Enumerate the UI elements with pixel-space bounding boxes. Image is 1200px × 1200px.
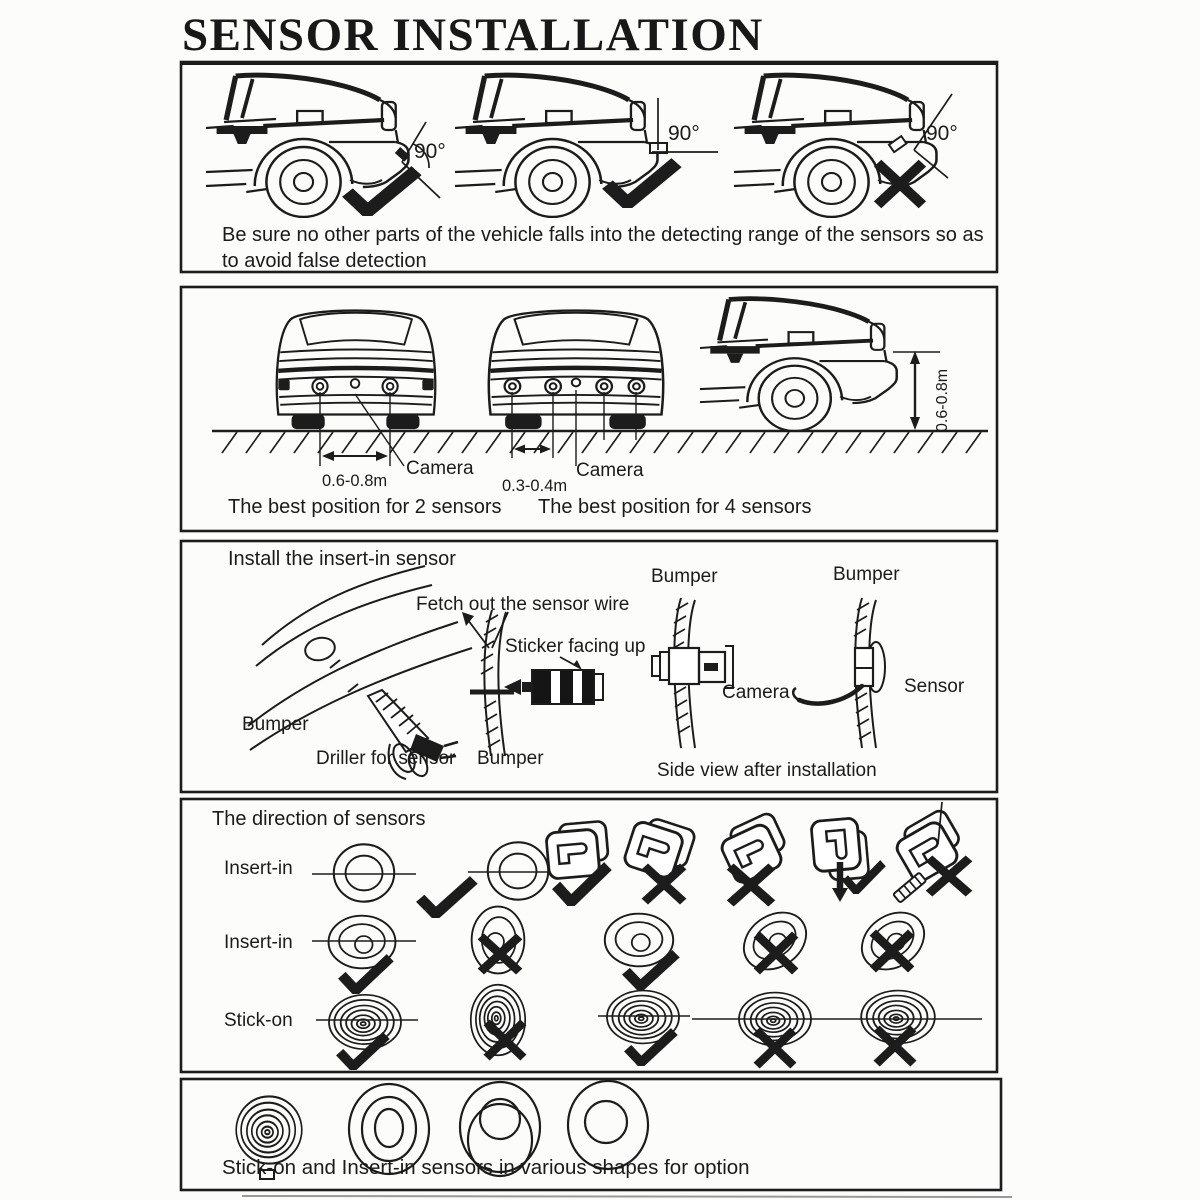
caption-2-sensors: The best position for 2 sensors — [228, 496, 502, 518]
camera-label-2-sensor: Camera — [406, 458, 474, 479]
cross-mark-icon — [757, 1030, 794, 1065]
sensor-box-icon — [622, 813, 696, 883]
spiral-sensor-icon — [329, 995, 401, 1049]
check-mark-icon — [420, 880, 474, 914]
panel-1-caption: Be sure no other parts of the vehicle falls into the detecting range of the sensors so as to avoid false detection — [222, 224, 984, 273]
camera-icon — [652, 646, 733, 688]
oval-sensor-icon — [733, 901, 817, 981]
bumper-label-camera: Bumper — [651, 566, 718, 587]
sensor-box-icon — [716, 811, 793, 885]
page-title: SENSOR INSTALLATION — [182, 9, 764, 61]
sticker-arrow-icon — [573, 660, 582, 670]
spiral-sensor-icon — [861, 991, 935, 1044]
oval-sensor-icon — [605, 914, 673, 967]
screw-icon — [893, 872, 926, 902]
cross-mark-icon — [481, 936, 519, 971]
row-label-insert-in-2: Insert-in — [224, 932, 293, 953]
sheet-bottom-shadow — [242, 1196, 1012, 1197]
sensor-wire — [799, 686, 862, 704]
insert-sensor-front-icon — [488, 842, 548, 899]
driller-label: Driller for sensor — [316, 748, 456, 769]
panel-5-caption: Stick-on and Insert-in sensors in various shapes for option — [222, 1156, 750, 1179]
row-label-stick-on: Stick-on — [224, 1010, 293, 1031]
sensor-insert-diagram — [462, 610, 603, 756]
direction-row-3 — [316, 985, 982, 1067]
cross-mark-icon — [757, 935, 795, 972]
car-2-angle-annotation — [607, 98, 718, 203]
cross-mark-icon — [487, 1022, 524, 1057]
distance-2-sensor-label: 0.6-0.8m — [322, 472, 388, 490]
ground-hatching — [212, 431, 988, 453]
car-side-height — [700, 299, 897, 431]
check-mark-icon — [347, 171, 416, 212]
camera-label-4-sensor: Camera — [576, 460, 644, 481]
bumper-label-mid: Bumper — [477, 748, 544, 769]
panel-3-heading: Install the insert-in sensor — [228, 548, 456, 570]
oval-sensor-icon — [851, 901, 935, 981]
caption-4-sensors: The best position for 4 sensors — [538, 496, 812, 518]
row-label-insert-in-1: Insert-in — [224, 858, 293, 879]
cross-mark-icon — [877, 1028, 914, 1063]
car-rear-2-sensors — [277, 311, 435, 430]
sensor-label: Sensor — [904, 676, 965, 697]
side-view-caption: Side view after installation — [657, 760, 877, 781]
bumper-label-sensor: Bumper — [833, 564, 900, 585]
angle-label-2: 90° — [668, 122, 700, 145]
car-3-angle-annotation — [878, 94, 952, 205]
bumper-height-dimension — [893, 351, 940, 430]
insert-sensor-front-icon — [334, 844, 394, 901]
cross-mark-icon — [878, 163, 923, 205]
sensor-on-bumper-icon — [889, 136, 906, 152]
check-mark-icon — [628, 1032, 675, 1063]
panel-1-angle-diagrams — [206, 75, 952, 217]
bumper-label-left: Bumper — [242, 714, 309, 735]
angle-label-3: 90° — [926, 122, 958, 145]
check-mark-icon — [626, 954, 676, 987]
insert-sensor-cylinder-icon — [504, 670, 603, 704]
check-mark-icon — [342, 958, 390, 991]
car-1-angle-annotation — [347, 122, 440, 211]
angle-label-1: 90° — [414, 140, 446, 163]
sensor-side-view-diagram — [793, 598, 885, 748]
fetch-wire-label: Fetch out the sensor wire — [416, 594, 630, 615]
panel-4-heading: The direction of sensors — [212, 808, 426, 830]
panel-4-direction-diagrams — [312, 802, 982, 1066]
drill-hole-icon — [303, 635, 337, 664]
panel-2-position-diagrams — [212, 299, 988, 466]
bumper-height-label: 0.6-0.8m — [934, 368, 951, 432]
distance-4-sensor-label: 0.3-0.4m — [502, 477, 568, 495]
stick-on-sensor-icon — [236, 1096, 302, 1163]
camera-side-view-diagram — [652, 598, 733, 748]
camera-label: Camera — [722, 682, 790, 703]
direction-row-2 — [312, 901, 935, 990]
sticker-label: Sticker facing up — [505, 636, 646, 657]
